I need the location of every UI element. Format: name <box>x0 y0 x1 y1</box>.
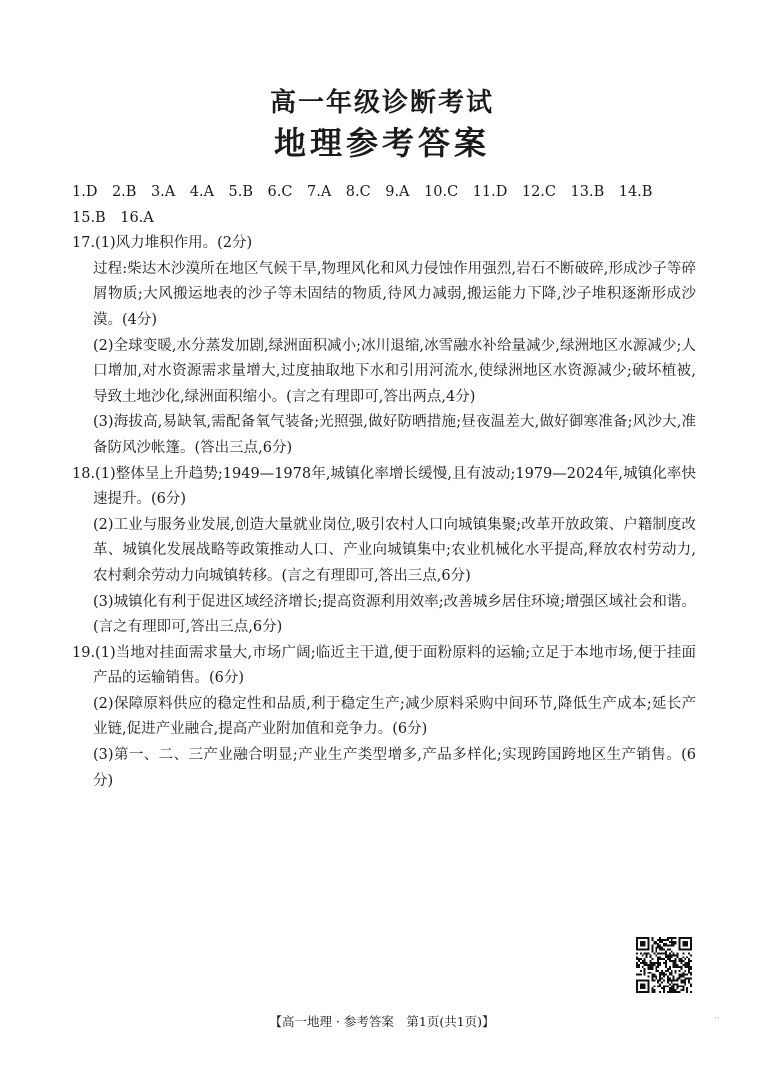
page-footer: 【高一地理 · 参考答案 第1页(共1页)】 <box>269 1014 495 1029</box>
q18-part3: (3)城镇化有利于促进区域经济增长;提高资源利用效率;改善城乡居住环境;增强区域社会和谐。(言之有理即可,答出三点,6分) <box>93 593 696 636</box>
exam-title: 高一年级诊断考试 <box>269 88 494 118</box>
q17-part1: 17.(1)风力堆积作用。(2分) <box>72 235 253 252</box>
q19-part2: (2)保障原料供应的稳定性和品质,利于稳定生产;减少原料采购中间环节,降低生产成本;延长产业链,促进产业融合,提高产业附加值和竞争力。(6分) <box>93 695 696 738</box>
corner-dots: ·· <box>714 1014 720 1024</box>
mcq-answers-line2: 15.B 16.A <box>72 209 154 226</box>
q17-part2: (2)全球变暖,水分蒸发加剧,绿洲面积减小;冰川退缩,冰雪融水补给量减少,绿洲地区水源减少;人口增加,对水资源需求量增大,过度抽取地下水和引用河流水,使绿洲地区水资源减少;破坏植被,导致土地沙化,绿洲面积缩小。(言之有理即可,答出两点,4分) <box>93 337 696 405</box>
q18-part2: (2)工业与服务业发展,创造大量就业岗位,吸引农村人口向城镇集聚;改革开放政策、户籍制度改革、城镇化发展战略等政策推动人口、产业向城镇集中;农业机械化水平提高,释放农村劳动力,农村剩余劳动力向城镇转移。(言之有理即可,答出三点,6分) <box>93 516 696 584</box>
q19-part3: (3)第一、二、三产业融合明显;产业生产类型增多,产品多样化;实现跨国跨地区生产销售。(6分) <box>93 747 696 789</box>
answer-content <box>72 180 696 794</box>
q17-part3: (3)海拔高,易缺氧,需配备氧气装备;光照强,做好防晒措施;昼夜温差大,做好御寒准备;风沙大,准备防风沙帐篷。(答出三点,6分) <box>93 414 696 456</box>
answer-key-title: 地理参考答案 <box>273 124 490 162</box>
q17-process: 过程:柴达木沙漠所在地区气候干旱,物理风化和风力侵蚀作用强烈,岩石不断破碎,形成沙子等碎屑物质;大风搬运地表的沙子等未固结的物质,待风力减弱,搬运能力下降,沙子堆积逐渐形成沙漠。(4分) <box>93 260 696 328</box>
q18-part1: 18.(1)整体呈上升趋势;1949—1978年,城镇化率增长缓慢,且有波动;1979—2024年,城镇化率快速提升。(6分) <box>72 465 696 508</box>
mcq-answers-line1: 1.D 2.B 3.A 4.A 5.B 6.C 7.A 8.C 9.A 10.C 11.D 12.C 13.B 14.B <box>72 184 653 200</box>
q19-part1: 19.(1)当地对挂面需求量大,市场广阔;临近主干道,便于面粉原料的运输;立足于本地市场,便于挂面产品的运输销售。(6分) <box>72 644 696 687</box>
qr-code-icon <box>636 937 692 993</box>
